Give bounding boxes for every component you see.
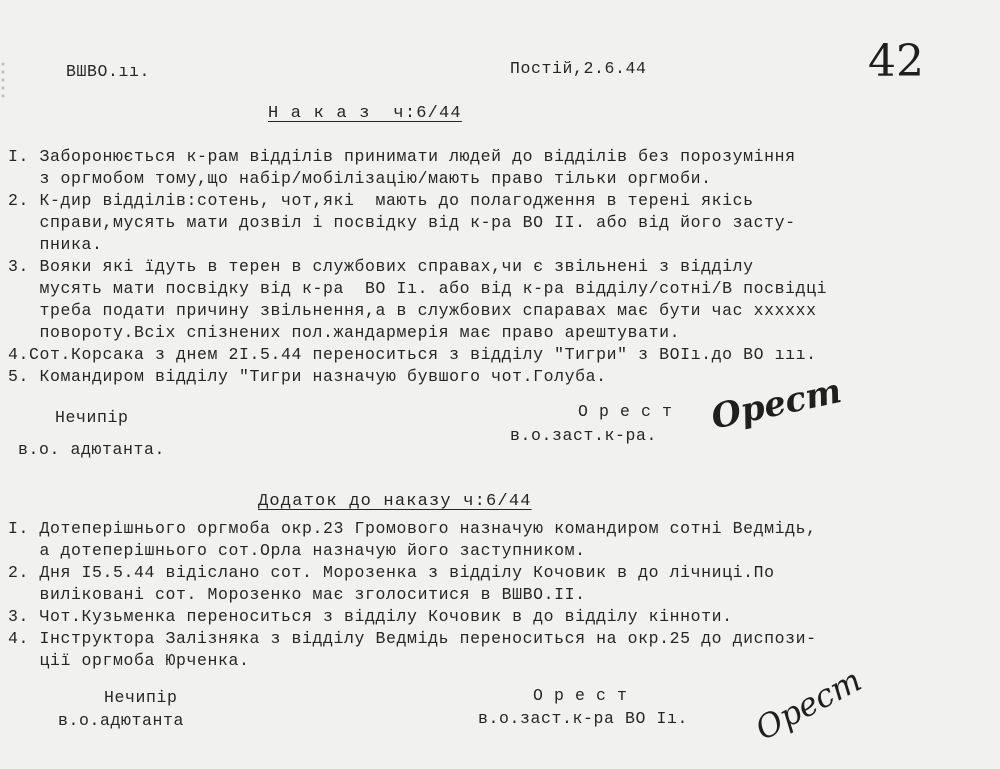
order-line: 3. Вояки які їдуть в терен в службових справах,чи є звільнені з відділу: [8, 257, 754, 276]
signer-left-role: в.о. адютанта.: [18, 440, 166, 459]
signer-right-name: О р е с т: [578, 402, 673, 421]
header-left: ВШВО.ıı.: [66, 62, 151, 81]
addendum-line: 4. Інструктора Залізняка з відділу Ведмідь переноситься на окр.25 до диспози-: [8, 629, 817, 648]
order-line: пника.: [8, 235, 103, 254]
order-line: мусять мати посвідку від к-ра ВО Іı. або від к-ра відділу/сотні/В посвідці: [8, 279, 828, 298]
addendum-line: а дотеперішнього сот.Орла назначую його заступником.: [8, 541, 586, 560]
signer2-right-name: О р е с т: [533, 686, 628, 705]
addendum-title: Додаток до наказу ч:6/44: [258, 492, 532, 511]
page-number-handwritten: 42: [868, 36, 924, 87]
order-line: 5. Командиром відділу "Тигри назначую бувшого чот.Голуба.: [8, 367, 607, 386]
signer-right-role: в.о.заст.к-ра.: [510, 426, 658, 445]
order-line: треба подати причину звільнення,а в службових спаравах має бути час хххххх: [8, 301, 817, 320]
paper-speckle: [0, 60, 6, 100]
signer2-left-role: в.о.адютанта: [58, 711, 185, 730]
order-line: 4.Сот.Корсака з днем 2І.5.44 переноситься з відділу "Тигри" з ВОІı.до ВО ııı.: [8, 345, 817, 364]
signer2-left-name: Нечипір: [104, 688, 178, 707]
addendum-line: виліковані сот. Морозенко має зголоситися в ВШВО.ІІ.: [8, 585, 586, 604]
addendum-line: 3. Чот.Кузьменка переноситься з відділу Кочовик в до відділу кінноти.: [8, 607, 733, 626]
addendum-line: ції оргмоба Юрченка.: [8, 651, 250, 670]
addendum-line: I. Дотеперішнього оргмоба окр.23 Громового назначую командиром сотні Ведмідь,: [8, 519, 817, 538]
order-line: повороту.Всіх спізнених пол.жандармерія має право арештувати.: [8, 323, 681, 342]
addendum-line: 2. Дня І5.5.44 відіслано сот. Морозенка з відділу Кочовик в до лічниці.По: [8, 563, 775, 582]
order-line: 2. К-дир відділів:сотень, чот,які мають до полагодження в терені якісь: [8, 191, 754, 210]
order-line: I. Заборонюється к-рам відділів принимати людей до відділів без порозуміння: [8, 147, 796, 166]
header-right: Постій,2.6.44: [510, 59, 647, 78]
order-line: з оргмобом тому,що набір/мобілізацію/мають право тільки оргмоби.: [8, 169, 712, 188]
signer2-right-role: в.о.заст.к-ра ВО Іı.: [478, 709, 689, 728]
order-line: справи,мусять мати дозвіл і посвідку від к-ра ВО ІІ. або від його засту-: [8, 213, 796, 232]
order-title: Н а к а з ч:6/44: [268, 104, 462, 123]
handwritten-signature: Орест: [707, 371, 845, 438]
signer-left-name: Нечипір: [55, 408, 129, 427]
handwritten-signature: Орест: [749, 660, 868, 748]
